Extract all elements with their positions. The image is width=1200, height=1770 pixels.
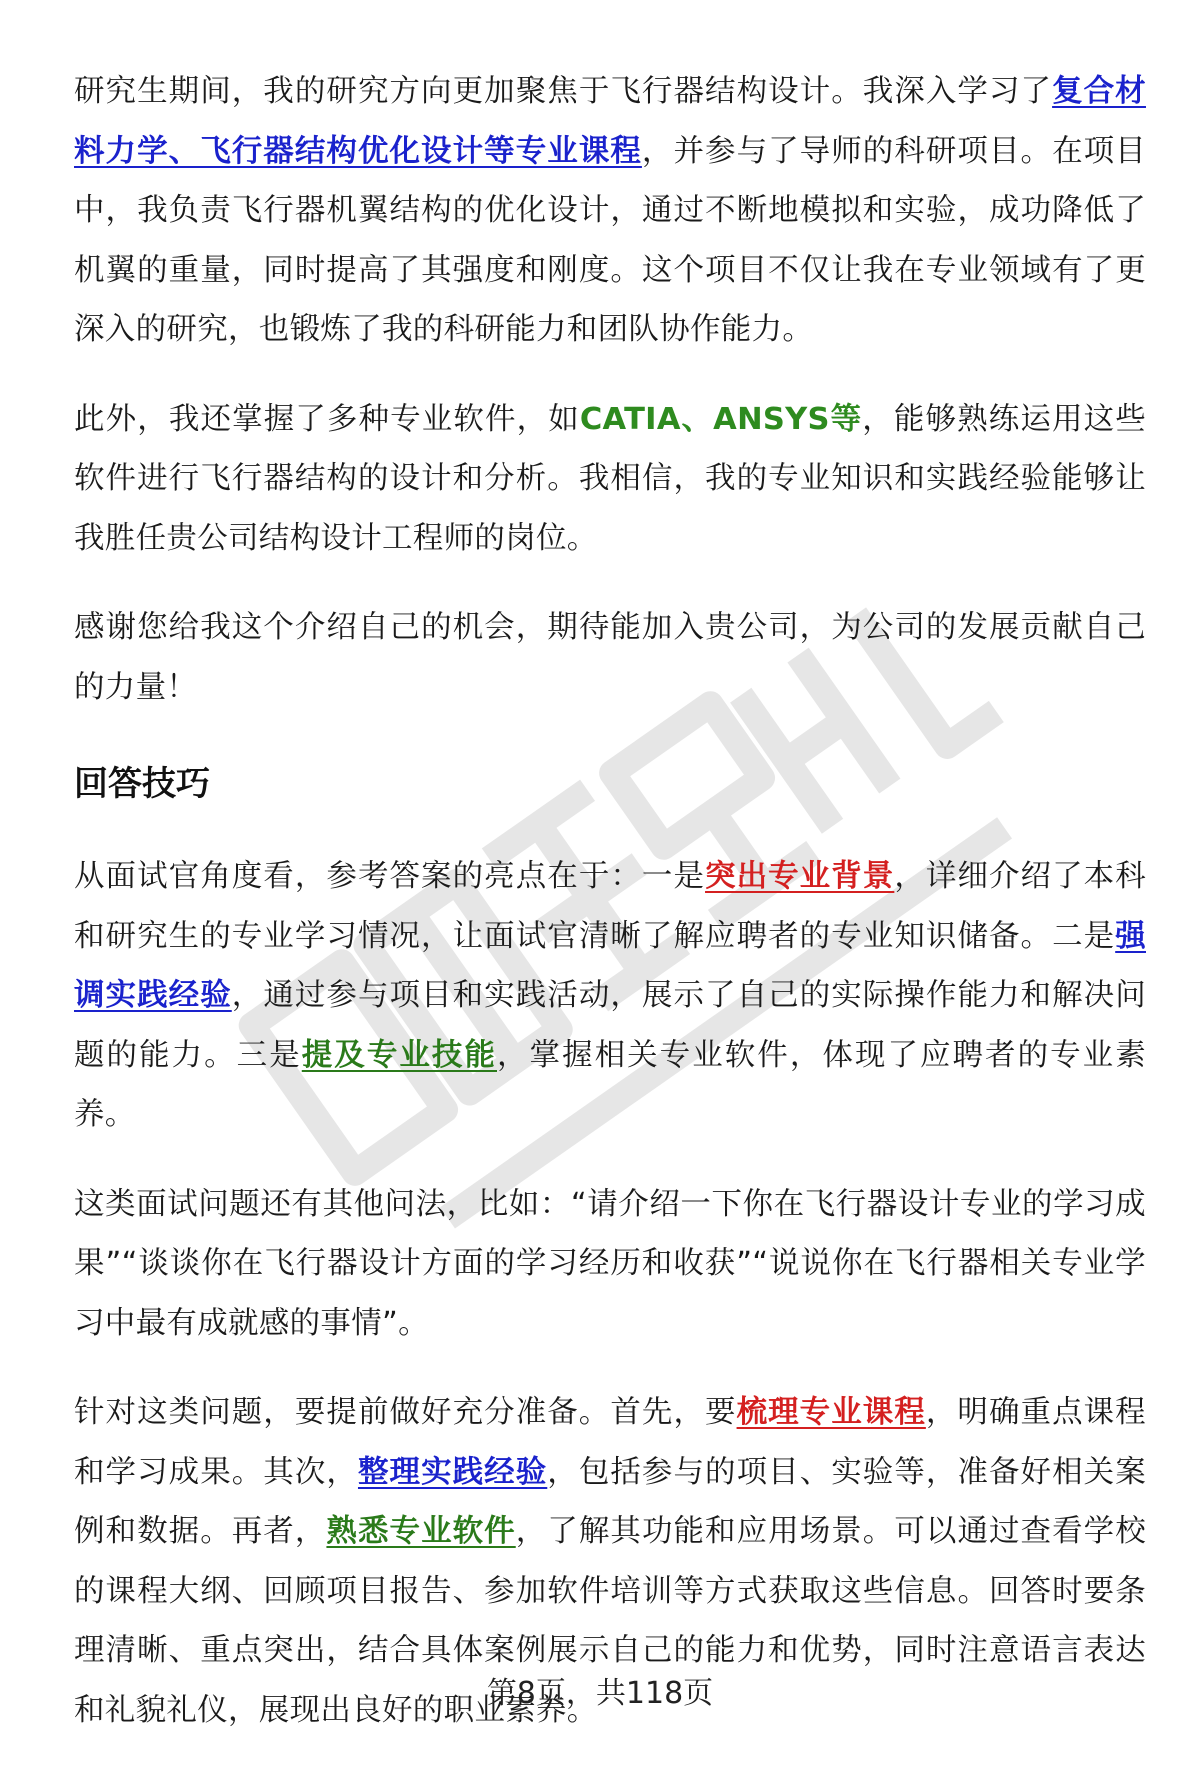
text-span: ，通过参与项目和实践活动，展示了自己的实际操作能力和解决问题的能力。三是 bbox=[74, 978, 1147, 1073]
text-span: 针对这类问题，要提前做好充分准备。首先，要 bbox=[74, 1395, 737, 1430]
highlight-practice: 整理实践经验 bbox=[357, 1454, 548, 1490]
paragraph-software bbox=[74, 390, 1146, 569]
text-span: ，详细介绍了本科和研究生的专业学习情况，让面试官清晰了解应聘者的专业知识储备。二是 bbox=[74, 859, 1146, 954]
highlight-background: 突出专业背景 bbox=[705, 859, 895, 894]
text-span: ，掌握相关专业软件，体现了应聘者的专业素养。 bbox=[74, 1037, 1146, 1132]
highlight-courses: 复合材料力学、飞行器结构优化设计等专业课程 bbox=[74, 74, 1146, 169]
highlight-experience: 强调实践经验 bbox=[74, 918, 1146, 1013]
text-span: ，包括参与的项目、实验等，准备好相关案例和数据。再者， bbox=[74, 1454, 1146, 1549]
paragraph-graduate-study bbox=[74, 62, 1146, 360]
page-number: 第8页，共118页 bbox=[486, 1676, 714, 1711]
document-page bbox=[74, 62, 1146, 1770]
paragraph-thanks: 感谢您给我这个介绍自己的机会，期待能加入贵公司，为公司的发展贡献自己的力量！ bbox=[74, 610, 1146, 705]
highlight-software: CATIA、ANSYS等 bbox=[579, 401, 863, 437]
text-span: 从面试官角度看，参考答案的亮点在于：一是 bbox=[74, 859, 706, 894]
highlight-courses-review: 梳理专业课程 bbox=[736, 1395, 926, 1430]
text-span: ，并参与了导师的科研项目。在项目中，我负责飞行器机翼结构的优化设计，通过不断地模拟和实验，成功降低了机翼的重量，同时提高了其强度和刚度。这个项目不仅让我在专业领域有了更深入的研究，也锻炼了我的科研能力和团队协作能力。 bbox=[74, 133, 1146, 347]
text-span: 研究生期间，我的研究方向更加聚焦于飞行器结构设计。我深入学习了 bbox=[74, 74, 1053, 109]
highlight-skills: 提及专业技能 bbox=[301, 1037, 497, 1073]
text-span: 此外，我还掌握了多种专业软件，如 bbox=[74, 401, 580, 437]
text-span: ，能够熟练运用这些软件进行飞行器结构的设计和分析。我相信，我的专业知识和实践经验能够让我胜任贵公司结构设计工程师的岗位。 bbox=[74, 401, 1146, 556]
section-heading: 回答技巧 bbox=[74, 764, 210, 804]
text-span: ，了解其功能和应用场景。可以通过查看学校的课程大纲、回顾项目报告、参加软件培训等方式获取这些信息。回答时要条理清晰、重点突出，结合具体案例展示自己的能力和优势，同时注意语言表达和礼貌礼仪，展现出良好的职业素养。 bbox=[74, 1514, 1147, 1728]
paragraph-other-questions: 这类面试问题还有其他问法，比如：“请介绍一下你在飞行器设计专业的学习成果”“谈谈你在飞行器设计方面的学习经历和收获”“说说你在飞行器相关专业学习中最有成就感的事情”。 bbox=[74, 1186, 1146, 1341]
highlight-software-familiar: 熟悉专业软件 bbox=[326, 1514, 516, 1549]
text-span: ，明确重点课程和学习成果。其次， bbox=[74, 1395, 1146, 1490]
paragraph-highlights bbox=[74, 847, 1146, 1145]
